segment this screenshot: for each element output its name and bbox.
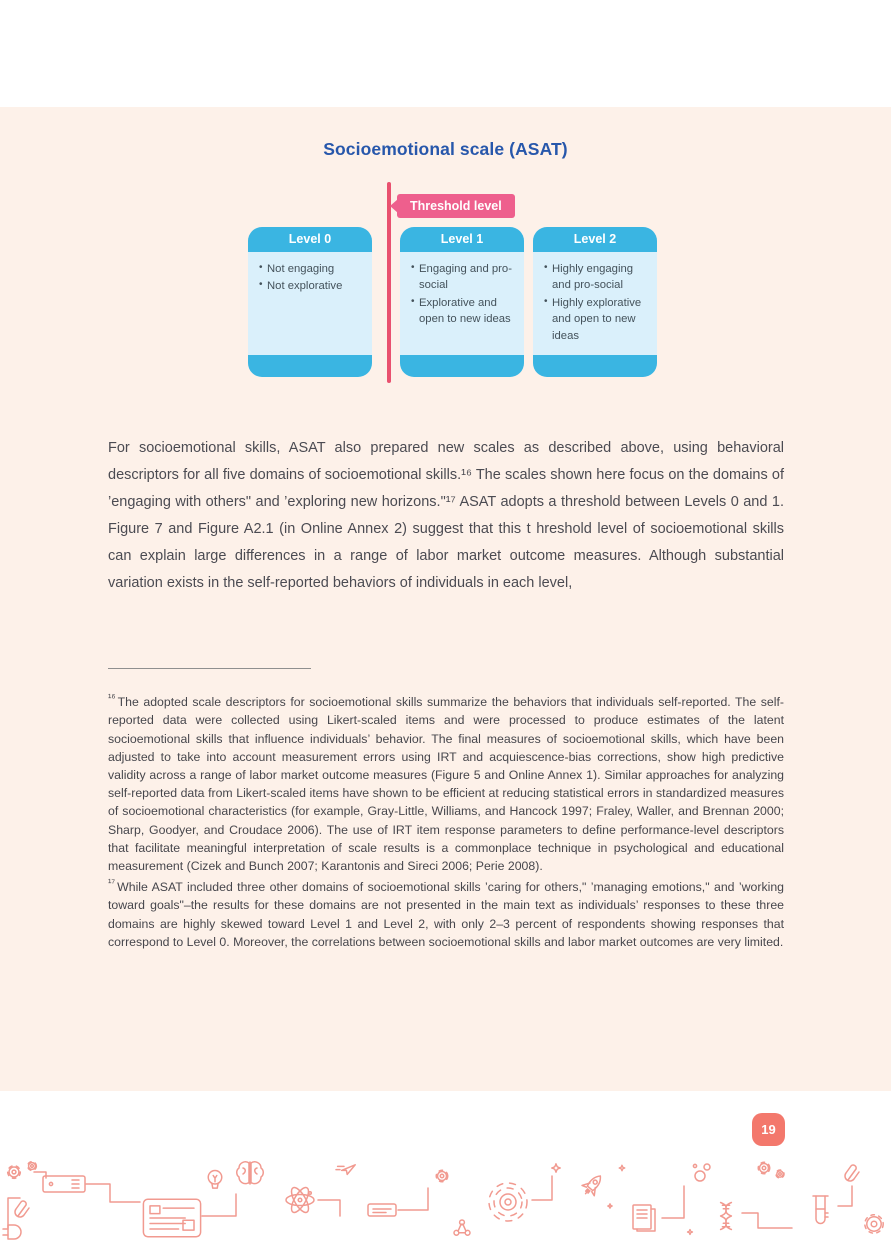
level-1-footer-band	[400, 355, 524, 377]
level-2-card	[533, 227, 657, 377]
dashed-gear-icon	[489, 1183, 527, 1221]
level-0-header: Level 0	[248, 227, 372, 252]
level-2-bullet: • Highly explorative and open to new ideas	[544, 295, 652, 344]
rocket-icon	[579, 1171, 606, 1199]
atom-icon	[286, 1185, 314, 1215]
level-1-body	[400, 252, 524, 355]
footnote-divider	[108, 668, 311, 669]
gear-icon	[758, 1162, 770, 1174]
level-1-card	[400, 227, 524, 377]
server-icon	[43, 1176, 85, 1192]
level-2-bullet: • Highly engaging and pro-social	[544, 261, 652, 294]
brain-icon	[237, 1162, 264, 1184]
footnote-17	[108, 875, 784, 951]
level-2-footer-band	[533, 355, 657, 377]
gear-icon	[28, 1162, 37, 1171]
footnote-16-marker: ¹⁶	[108, 693, 116, 704]
star-icon	[688, 1230, 693, 1235]
molecule-icon	[454, 1220, 470, 1235]
body-paragraph: For socioemotional skills, ASAT also prepared new scales as described above, using behavioral descriptors for all five domains of socioemotional skills.¹⁶ The scales shown here focus on the domains of ’engaging with others" and ’exploring new horizons."¹⁷ ASAT adopts a threshold between Levels 0 and 1. Figure 7 and Figure A2.1 (in Online Annex 2) suggest that this t hreshold level of socioemotional skills can explain large differences in a range of labor market outcome measures. Although substantial variation exists in the self-reported behaviors of individuals in each level,	[108, 439, 784, 591]
plug-icon	[3, 1225, 21, 1239]
gear-icon	[865, 1215, 883, 1233]
level-0-body	[248, 252, 372, 355]
level-0-footer-band	[248, 355, 372, 377]
paperclip-icon	[15, 1201, 29, 1217]
figure-title: Socioemotional scale (ASAT)	[323, 139, 568, 159]
star-icon	[619, 1165, 624, 1170]
level-0-bullet: • Not explorative	[259, 278, 367, 294]
lightbulb-icon	[208, 1171, 222, 1189]
level-1-bullet: • Engaging and pro-social	[411, 261, 519, 294]
paper-plane-icon	[336, 1165, 355, 1175]
star-icon	[552, 1164, 560, 1172]
gear-icon	[776, 1170, 784, 1178]
test-tube-icon	[813, 1196, 828, 1224]
level-1-header: Level 1	[400, 227, 524, 252]
footnote-16	[108, 690, 784, 875]
threshold-badge: Threshold level	[397, 194, 515, 218]
footnote-17-text: While ASAT included three other domains of socioemotional skills ’caring for others," ’managing emotions," and ’working toward goals"–the results for these domains are not presented in the main text as individuals’ responses to these three domains are highly skewed toward Level 1 and Level 2, with only 2–3 percent of respondents showing responses that correspond to Level 0. Moreover, the correlations between socioemotional skills and labor market outcomes are very limited.	[108, 880, 784, 949]
dna-icon	[721, 1203, 732, 1230]
documents-icon	[633, 1205, 655, 1231]
footnote-17-marker: ¹⁷	[108, 878, 116, 890]
level-0-card	[248, 227, 372, 377]
monitor-icon	[143, 1199, 200, 1236]
star-icon	[608, 1204, 612, 1208]
level-2-body	[533, 252, 657, 355]
email-chip-icon	[368, 1204, 396, 1216]
level-0-bullet: • Not engaging	[259, 261, 367, 277]
science-doodle-border	[0, 1158, 891, 1242]
footnote-16-text: The adopted scale descriptors for socioemotional skills summarize the behaviors that individuals self-reported. The self-reported data were collected using Likert-scaled items and were processed to produce estimates of the latent socioemotional skills that influence individuals’ behavior. The final measures of socioemotional skills, which have been adjusted to take into account measurement errors using IRT and acquiescence-bias corrections, show high predictive validity across a range of labor market outcome measures (Figure 5 and Online Annex 1). Similar approaches for analyzing self-reported data from Likert-scaled items have shown to be efficient at reducing statistical errors in standardized measures of socioemotional characteristics (for example, Gray-Little, Williams, and Hancock 1997; Fraley, Waller, and Brennan 2000; Sharp, Goodyer, and Croudace 2006). The use of IRT item response parameters to define performance-level descriptors that facilitate meaningful interpretation of scale results is a commonplace technique in psychological and educational measurement (Cizek and Bunch 2007; Karantonis and Sireci 2006; Perie 2008).	[108, 695, 784, 873]
level-1-bullet: • Explorative and open to new ideas	[411, 295, 519, 328]
bubbles-icon	[693, 1164, 710, 1181]
gear-icon	[436, 1170, 448, 1182]
page-number-badge: 19	[752, 1113, 785, 1146]
paperclip-icon	[845, 1165, 859, 1181]
footnotes	[108, 690, 784, 951]
gear-icon	[8, 1166, 21, 1179]
level-2-header: Level 2	[533, 227, 657, 252]
